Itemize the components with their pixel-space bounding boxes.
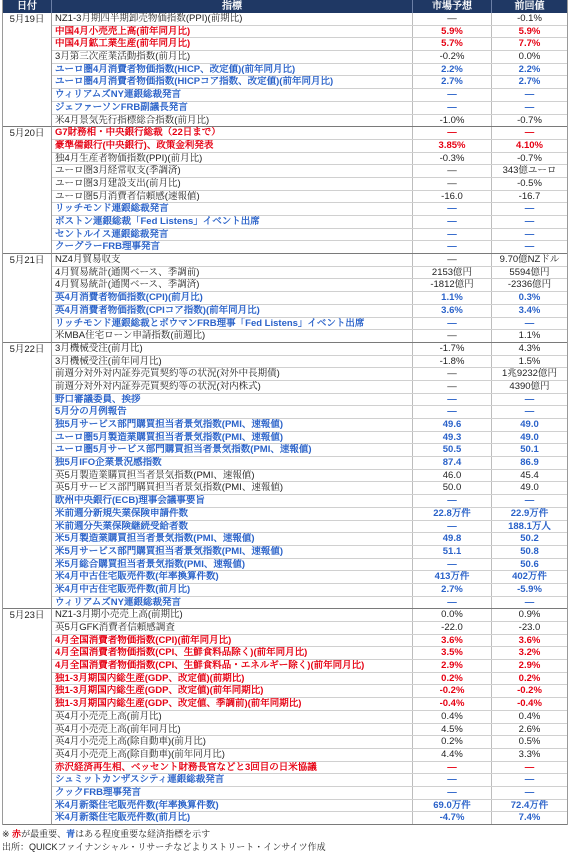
previous-cell: 0.0% <box>518 51 541 63</box>
indicator-rows <box>52 343 567 609</box>
table-row <box>52 546 567 559</box>
previous-cell: 0.4% <box>518 710 541 722</box>
forecast-cell: 46.0 <box>413 470 492 482</box>
forecast-cell: -0.2% <box>413 51 492 63</box>
previous-cell: 7.4% <box>518 812 541 824</box>
indicator-cell: 独1-3月期国内総生産(GDP、改定値、季調前)(前年同期比) <box>52 698 413 710</box>
forecast-cell: — <box>413 774 492 786</box>
indicator-cell: 米4月景気先行指標総合指数(前月比) <box>52 115 413 127</box>
previous-cell: -0.5% <box>517 177 542 189</box>
previous-cell: -23.0 <box>518 622 541 633</box>
date-group <box>3 127 567 254</box>
previous-cell: 3.6% <box>518 634 541 646</box>
previous-cell: -5.9% <box>517 583 542 595</box>
table-row <box>52 76 567 89</box>
forecast-cell: -1.0% <box>413 115 492 127</box>
previous-cell: -0.7% <box>517 114 542 126</box>
forecast-cell: 0.2% <box>413 673 492 685</box>
previous-cell: 0.9% <box>518 609 541 621</box>
table-row <box>52 762 567 775</box>
forecast-cell: — <box>413 229 492 241</box>
indicator-cell: 3月機械受注(前年同月比) <box>52 356 413 368</box>
indicator-cell: 豪準備銀行(中央銀行)、政策金利発表 <box>52 140 413 152</box>
forecast-cell: 51.1 <box>413 546 492 558</box>
indicator-cell: シュミットカンザスシティ連銀総裁発言 <box>52 774 413 786</box>
table-row <box>52 533 567 546</box>
previous-cell: 4.10% <box>516 139 543 151</box>
previous-cell: — <box>524 203 535 215</box>
forecast-cell: — <box>413 495 492 507</box>
table-row <box>52 457 567 470</box>
previous-cell: 2.7% <box>518 76 541 88</box>
indicator-cell: 英4月小売売上高(除自動車)(前年同月比) <box>52 749 413 761</box>
forecast-cell: 3.6% <box>413 635 492 647</box>
forecast-cell: 50.0 <box>413 482 492 494</box>
forecast-cell: — <box>413 521 492 533</box>
indicator-cell: 独1-3月期国内総生産(GDP、改定値)(前年同期比) <box>52 685 413 697</box>
forecast-cell: 69.0万件 <box>413 800 492 812</box>
forecast-cell: -1812億円 <box>413 279 492 291</box>
indicator-cell: ユーロ圏3月経常収支(季調済) <box>52 165 413 177</box>
date-group <box>3 609 567 825</box>
header-date: 日付 <box>3 0 52 13</box>
table-row <box>52 470 567 483</box>
previous-cell: — <box>524 241 535 253</box>
indicator-cell: 英5月GFK消費者信頼感調査 <box>52 622 413 634</box>
previous-cell: 1.1% <box>518 330 541 342</box>
indicator-cell: 米4月中古住宅販売件数(年率換算件数) <box>52 571 413 583</box>
previous-cell: 9.70億NZドル <box>499 254 560 266</box>
previous-cell: 4390億円 <box>509 380 550 392</box>
note-prefix: ※ <box>2 829 13 839</box>
table-row <box>52 381 567 394</box>
forecast-cell: — <box>413 762 492 774</box>
forecast-cell: -22.0 <box>413 622 492 634</box>
table-row <box>52 419 567 432</box>
previous-cell: 50.8 <box>520 545 539 557</box>
previous-cell: — <box>524 317 535 329</box>
forecast-cell: -4.7% <box>413 812 492 824</box>
table-row <box>52 153 567 166</box>
forecast-cell: — <box>413 787 492 799</box>
indicator-cell: 欧州中央銀行(ECB)理事会議事要旨 <box>52 495 413 507</box>
forecast-cell: — <box>413 216 492 228</box>
forecast-cell: 3.6% <box>413 305 492 317</box>
table-row <box>52 356 567 369</box>
table-row <box>52 13 567 26</box>
table-row <box>52 165 567 178</box>
indicator-cell: 英4月消費者物価指数(CPIコア指数)(前年同月比) <box>52 305 413 317</box>
forecast-cell: 2.7% <box>413 584 492 596</box>
indicator-cell: ユーロ圏4月消費者物価指数(HICPコア指数、改定値)(前年同月比) <box>52 76 413 88</box>
indicator-cell: 英4月小売売上高(前月比) <box>52 711 413 723</box>
date-cell: 5月23日 <box>3 609 52 825</box>
importance-legend-note <box>2 828 568 841</box>
indicator-cell: 3月機械受注(前月比) <box>52 343 413 355</box>
previous-cell: 3.3% <box>518 748 541 760</box>
table-row <box>52 749 567 762</box>
table-row <box>52 736 567 749</box>
previous-cell: 188.1万人 <box>508 520 551 532</box>
previous-cell: — <box>524 596 535 608</box>
indicator-cell: 米5月サービス部門購買担当者景気指数(PMI、速報値) <box>52 546 413 558</box>
previous-cell: 4.3% <box>518 342 541 354</box>
indicator-cell: 前週分対外対内証券売買契約等の状況(対外中長期債) <box>52 368 413 380</box>
table-row <box>52 368 567 381</box>
table-row <box>52 685 567 698</box>
indicator-cell: 赤沢経済再生相、ベッセント財務長官などと3回目の日米協議 <box>52 762 413 774</box>
forecast-cell: 5.7% <box>413 38 492 50</box>
date-group <box>3 13 567 127</box>
forecast-cell: 2.7% <box>413 76 492 88</box>
indicator-cell: 米前週分新規失業保険申請件数 <box>52 508 413 520</box>
indicator-cell: 米4月中古住宅販売件数(前月比) <box>52 584 413 596</box>
table-row <box>52 495 567 508</box>
previous-cell: -0.2% <box>517 685 542 697</box>
previous-cell: 7.7% <box>518 38 541 50</box>
forecast-cell: — <box>413 89 492 101</box>
forecast-cell: — <box>413 394 492 406</box>
table-row <box>52 64 567 77</box>
previous-cell: — <box>524 216 535 227</box>
indicator-cell: 英4月消費者物価指数(CPI)(前月比) <box>52 292 413 304</box>
indicator-cell: 英5月サービス部門購買担当者景気指数(PMI、速報値) <box>52 482 413 494</box>
forecast-cell: — <box>413 178 492 190</box>
date-cell: 5月19日 <box>3 13 52 127</box>
indicator-rows <box>52 13 567 127</box>
forecast-cell: 5.9% <box>413 26 492 38</box>
previous-cell: 5.9% <box>518 25 541 37</box>
date-cell: 5月20日 <box>3 127 52 254</box>
table-row <box>52 241 567 254</box>
previous-cell: 49.0 <box>520 431 539 443</box>
source-note: 出所：QUICKファイナンシャル・リサーチなどよりストリート・インサイツ作成 <box>2 842 326 852</box>
previous-cell: 0.5% <box>518 736 541 748</box>
indicator-cell: NZ1-3月期四半期卸売物価指数(PPI)(前期比) <box>52 13 413 25</box>
forecast-cell: 49.6 <box>413 419 492 431</box>
previous-cell: 22.9万件 <box>510 507 549 519</box>
previous-cell: 0.2% <box>518 672 541 684</box>
forecast-cell: — <box>413 13 492 25</box>
forecast-cell: -16.0 <box>413 191 492 203</box>
forecast-cell: 2.9% <box>413 660 492 672</box>
indicator-cell: セントルイス連銀総裁発言 <box>52 229 413 241</box>
indicator-cell: クックFRB理事発言 <box>52 787 413 799</box>
note-mid: が最重要、 <box>21 829 67 839</box>
forecast-cell: — <box>413 241 492 253</box>
indicator-cell: 米4月新築住宅販売件数(前月比) <box>52 812 413 824</box>
indicator-cell: ユーロ圏3月建設支出(前月比) <box>52 178 413 190</box>
indicator-cell: 前週分対外対内証券売買契約等の状況(対内株式) <box>52 381 413 393</box>
previous-cell: -0.1% <box>517 13 542 24</box>
indicator-cell: ウィリアムズNY連銀総裁発言 <box>52 597 413 609</box>
indicator-cell: 独4月生産者物価指数(PPI)(前月比) <box>52 153 413 165</box>
indicator-cell: 英4月小売売上高(前年同月比) <box>52 724 413 736</box>
table-row <box>52 203 567 216</box>
table-row <box>52 444 567 457</box>
forecast-cell: 0.2% <box>413 736 492 748</box>
forecast-cell: -0.4% <box>413 698 492 710</box>
table-row <box>52 635 567 648</box>
previous-cell: — <box>524 127 535 139</box>
forecast-cell: — <box>413 318 492 330</box>
date-group <box>3 254 567 343</box>
indicator-cell: NZ1-3月期小売売上高(前期比) <box>52 609 413 621</box>
forecast-cell: -0.3% <box>413 153 492 165</box>
table-row <box>52 432 567 445</box>
table-footer <box>2 828 568 854</box>
previous-cell: 49.0 <box>520 419 539 430</box>
forecast-cell: 49.8 <box>413 533 492 545</box>
forecast-cell: 50.5 <box>413 444 492 456</box>
table-row <box>52 318 567 331</box>
previous-cell: — <box>524 228 535 240</box>
indicator-cell: 独5月サービス部門購買担当者景気指数(PMI、速報値) <box>52 419 413 431</box>
table-row <box>52 812 567 825</box>
note-red-label: 赤 <box>12 829 22 839</box>
table-row <box>52 330 567 343</box>
previous-cell: 0.3% <box>518 292 541 304</box>
previous-cell: 50.6 <box>520 558 539 570</box>
previous-cell: — <box>524 495 535 507</box>
indicator-cell: 英4月小売売上高(除自動車)(前月比) <box>52 736 413 748</box>
indicator-cell: 4月全国消費者物価指数(CPI、生鮮食料品除く)(前年同月比) <box>52 647 413 659</box>
forecast-cell: 1.1% <box>413 292 492 304</box>
table-body <box>3 13 567 825</box>
indicator-cell: 3月第三次産業活動指数(前月比) <box>52 51 413 63</box>
previous-cell: -0.4% <box>517 698 542 710</box>
indicator-cell: ユーロ圏4月消費者物価指数(HICP、改定値)(前年同月比) <box>52 64 413 76</box>
forecast-cell: — <box>413 254 492 266</box>
table-row <box>52 787 567 800</box>
forecast-cell: 4.5% <box>413 724 492 736</box>
previous-cell: 50.2 <box>520 533 539 545</box>
table-row <box>52 609 567 622</box>
table-row <box>52 216 567 229</box>
forecast-cell: -0.2% <box>413 685 492 697</box>
table-row <box>52 774 567 787</box>
forecast-cell: 2.2% <box>413 64 492 76</box>
table-row <box>52 292 567 305</box>
indicator-cell: ボストン連銀総裁「Fed Listens」イベント出席 <box>52 216 413 228</box>
previous-cell: 49.0 <box>520 482 539 494</box>
table-row <box>52 89 567 102</box>
previous-cell: 3.4% <box>518 304 541 316</box>
table-row <box>52 660 567 673</box>
forecast-cell: 87.4 <box>413 457 492 469</box>
previous-cell: — <box>524 101 535 113</box>
indicator-cell: 米5月製造業購買担当者景気指数(PMI、速報値) <box>52 533 413 545</box>
indicator-rows <box>52 127 567 254</box>
table-row <box>52 178 567 191</box>
table-row <box>52 38 567 51</box>
forecast-cell: — <box>413 406 492 418</box>
indicator-cell: G7財務相・中央銀行総裁（22日まで） <box>52 127 413 139</box>
previous-cell: 402万件 <box>512 571 547 583</box>
forecast-cell: — <box>413 127 492 139</box>
previous-cell: — <box>524 786 535 798</box>
forecast-cell: — <box>413 203 492 215</box>
table-row <box>52 343 567 356</box>
table-row <box>52 26 567 39</box>
table-row <box>52 140 567 153</box>
indicator-cell: 英5月製造業購買担当者景気指数(PMI、速報値) <box>52 470 413 482</box>
previous-cell: 72.4万件 <box>510 799 549 811</box>
indicator-cell: ウィリアムズNY連銀総裁発言 <box>52 89 413 101</box>
table-row <box>52 597 567 610</box>
table-row <box>52 191 567 204</box>
indicator-cell: 米前週分失業保険継続受給者数 <box>52 521 413 533</box>
forecast-cell: -1.7% <box>413 343 492 355</box>
indicator-cell: 野口審議委員、挨拶 <box>52 394 413 406</box>
table-row <box>52 279 567 292</box>
indicator-cell: ジェファーソンFRB副議長発言 <box>52 102 413 114</box>
forecast-cell: — <box>413 165 492 177</box>
previous-cell: — <box>524 89 535 101</box>
indicator-cell: ユーロ圏5月サービス部門購買担当者景気指数(PMI、速報値) <box>52 444 413 456</box>
indicator-cell: 米5月総合購買担当者景気指数(PMI、速報値) <box>52 559 413 571</box>
header-indicator: 指標 <box>52 0 413 13</box>
table-row <box>52 673 567 686</box>
previous-cell: 2.2% <box>518 63 541 75</box>
indicator-cell: リッチモンド連銀総裁とボウマンFRB理事「Fed Listens」イベント出席 <box>52 318 413 330</box>
previous-cell: 50.1 <box>520 444 539 456</box>
previous-cell: -16.7 <box>518 190 541 202</box>
previous-cell: 3.2% <box>518 647 541 659</box>
date-cell: 5月22日 <box>3 343 52 609</box>
economic-calendar-table <box>2 0 568 825</box>
header-previous: 前回値 <box>514 1 545 12</box>
previous-cell: — <box>524 406 535 418</box>
forecast-cell: — <box>413 559 492 571</box>
forecast-cell: 0.0% <box>413 609 492 621</box>
previous-cell: — <box>524 393 535 405</box>
forecast-cell: 4.4% <box>413 749 492 761</box>
previous-cell: 86.9 <box>520 457 539 469</box>
forecast-cell: 413万件 <box>413 571 492 583</box>
date-cell: 5月21日 <box>3 254 52 343</box>
previous-cell: -2336億円 <box>507 279 552 291</box>
forecast-cell: — <box>413 597 492 609</box>
table-row <box>52 521 567 534</box>
previous-cell: 5594億円 <box>509 266 550 278</box>
indicator-cell: 独5月IFO企業景況感指数 <box>52 457 413 469</box>
indicator-cell: ユーロ圏5月消費者信頼感(速報値) <box>52 191 413 203</box>
forecast-cell: 0.4% <box>413 711 492 723</box>
previous-cell: — <box>524 774 535 786</box>
previous-cell: 2.9% <box>518 660 541 672</box>
previous-cell: 1兆9232億円 <box>502 368 557 380</box>
table-row <box>52 406 567 419</box>
table-row <box>52 254 567 267</box>
table-row <box>52 102 567 115</box>
indicator-cell: 独1-3月期国内総生産(GDP、改定値)(前期比) <box>52 673 413 685</box>
forecast-cell: — <box>413 102 492 114</box>
indicator-cell: 米4月新築住宅販売件数(年率換算件数) <box>52 800 413 812</box>
note-suffix: はある程度重要な経済指標を示す <box>75 829 211 839</box>
table-row <box>52 584 567 597</box>
table-row <box>52 508 567 521</box>
forecast-cell: — <box>413 368 492 380</box>
indicator-cell: 4月全国消費者物価指数(CPI、生鮮食料品・エネルギー除く)(前年同月比) <box>52 660 413 672</box>
note-blue-label: 青 <box>66 829 76 839</box>
previous-cell: 2.6% <box>518 723 541 735</box>
table-row <box>52 698 567 711</box>
table-header <box>3 0 567 13</box>
date-group <box>3 343 567 609</box>
table-row <box>52 482 567 495</box>
indicator-cell: リッチモンド連銀総裁発言 <box>52 203 413 215</box>
indicator-rows <box>52 609 567 825</box>
forecast-cell: 49.3 <box>413 432 492 444</box>
forecast-cell: — <box>413 330 492 342</box>
table-row <box>52 571 567 584</box>
table-row <box>52 394 567 407</box>
indicator-cell: 中国4月小売売上高(前年同月比) <box>52 26 413 38</box>
table-row <box>52 559 567 572</box>
header-forecast: 市場予想 <box>413 0 492 13</box>
forecast-cell: — <box>413 381 492 393</box>
indicator-cell: 5月分の月例報告 <box>52 406 413 418</box>
forecast-cell: 3.85% <box>413 140 492 152</box>
forecast-cell: 22.8万件 <box>413 508 492 520</box>
table-row <box>52 647 567 660</box>
previous-cell: 343億ユーロ <box>502 165 557 177</box>
table-row <box>52 800 567 813</box>
indicator-cell: 米MBA住宅ローン申請指数(前週比) <box>52 330 413 342</box>
indicator-rows <box>52 254 567 343</box>
indicator-cell: 中国4月鉱工業生産(前年同月比) <box>52 38 413 50</box>
table-row <box>52 622 567 635</box>
indicator-cell: 4月全国消費者物価指数(CPI)(前年同月比) <box>52 635 413 647</box>
table-row <box>52 229 567 242</box>
previous-cell: — <box>524 761 535 773</box>
forecast-cell: -1.8% <box>413 356 492 368</box>
forecast-cell: 2153億円 <box>413 267 492 279</box>
previous-cell: 1.5% <box>518 355 541 367</box>
indicator-cell: ユーロ圏5月製造業購買担当者景気指数(PMI、速報値) <box>52 432 413 444</box>
indicator-cell: 4月貿易統計(通関ベース、季調前) <box>52 267 413 279</box>
table-row <box>52 127 567 140</box>
indicator-cell: 4月貿易統計(通関ベース、季調済) <box>52 279 413 291</box>
forecast-cell: 3.5% <box>413 647 492 659</box>
table-row <box>52 267 567 280</box>
table-row <box>52 305 567 318</box>
previous-cell: 45.4 <box>520 469 539 481</box>
table-row <box>52 51 567 64</box>
table-row <box>52 724 567 737</box>
table-row <box>52 711 567 724</box>
table-row <box>52 115 567 128</box>
previous-cell: -0.7% <box>517 152 542 164</box>
indicator-cell: クーグラーFRB理事発言 <box>52 241 413 253</box>
indicator-cell: NZ4月貿易収支 <box>52 254 413 266</box>
